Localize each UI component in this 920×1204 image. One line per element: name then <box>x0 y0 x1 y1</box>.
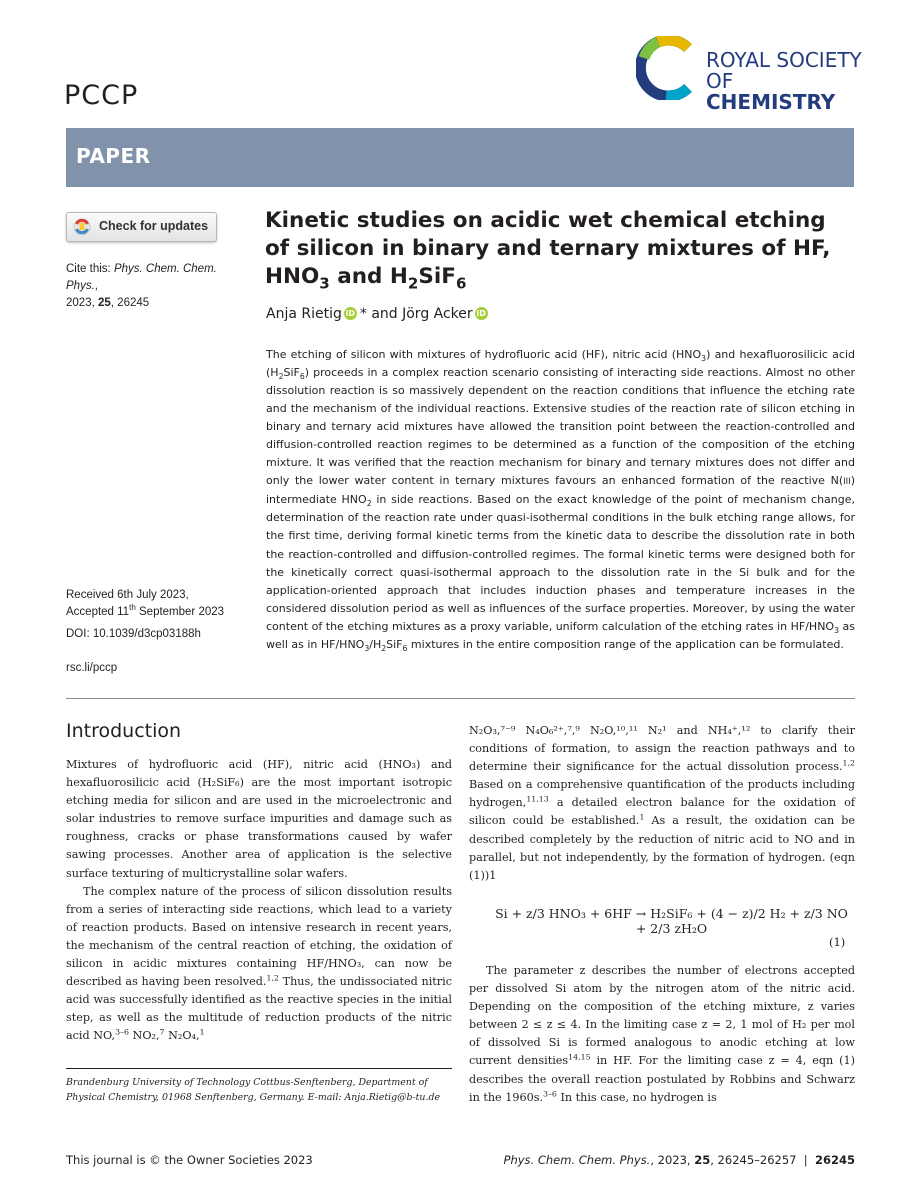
title-sub-2: 2 <box>407 274 419 293</box>
publisher-line-2-prefix: OF <box>706 69 734 93</box>
abstract-text: /H <box>369 637 382 651</box>
abstract-sub: 6 <box>402 643 408 653</box>
title-sub-3: 3 <box>319 274 330 293</box>
author-1[interactable]: Anja Rietig <box>266 306 342 322</box>
title-sub-6: 6 <box>455 274 467 293</box>
check-for-updates-button[interactable] <box>66 212 217 242</box>
accepted-suffix: September 2023 <box>135 606 225 618</box>
body-column-left <box>66 756 452 1046</box>
orcid-icon[interactable]: iD <box>345 309 356 318</box>
abstract-sub: 2 <box>278 372 284 382</box>
rsc-logo-icon <box>636 36 700 100</box>
citation-ref[interactable]: 11,13 <box>526 794 549 804</box>
footer-volume: 25 <box>694 1153 711 1167</box>
citation-ref[interactable]: 3–6 <box>115 1027 129 1037</box>
body-column-right <box>469 722 855 885</box>
title-and-h: and H <box>329 264 408 289</box>
publisher-line-1: ROYAL SOCIETY <box>706 48 862 72</box>
title-line-3 <box>265 263 855 291</box>
cite-volume: 25 <box>97 297 111 309</box>
check-for-updates-label: Check for updates <box>99 219 209 233</box>
footer-pages: , 26245–26257 <box>710 1153 797 1167</box>
doi-link[interactable]: DOI: 10.1039/d3cp03188h <box>66 628 201 640</box>
abstract-sub: 3 <box>364 643 370 653</box>
abstract <box>266 346 855 654</box>
footer-year: , 2023, <box>650 1153 695 1167</box>
title-hno: HNO <box>265 264 320 289</box>
accepted-prefix: Accepted 11 <box>66 606 130 618</box>
cite-journal: Phys. Chem. Chem. Phys. <box>66 263 217 292</box>
paragraph-text: The complex nature of the process of silicon dissolution results from a series of interacting side reactions, which lead to a variety of reaction products. Based on intensive research in recent years, the mechanism of the central reaction of etching, the oxidation of silicon in acidic mixtures containing HF/HNO₃, can now be described as having been resolved. <box>66 884 452 989</box>
citation-ref[interactable]: 1 <box>639 812 645 822</box>
orcid-icon[interactable]: iD <box>476 309 486 318</box>
journal-short-link[interactable]: rsc.li/pccp <box>66 662 118 674</box>
abstract-text: The etching of silicon with mixtures of hydrofluoric acid (HF), nitric acid (HNO <box>266 348 702 361</box>
affiliation-footnote: Brandenburg University of Technology Cottbus-Senftenberg, Department of Physical Chemistry, 01968 Senftenberg, Germany. E-mail: Anja.Rietig@b-tu.de <box>66 1077 440 1103</box>
cite-journal-comma: , <box>94 280 98 292</box>
footer-page-number: 26245 <box>814 1153 855 1167</box>
footer-copyright: This journal is © the Owner Societies 2023 <box>66 1153 313 1167</box>
citation-ref[interactable]: 1 <box>199 1027 205 1037</box>
footer-separator: | <box>796 1153 815 1167</box>
author-2[interactable]: and Jörg Acker <box>366 306 473 322</box>
citation-ref[interactable]: 14,15 <box>568 1052 591 1062</box>
paragraph-text: The parameter z describes the number of electrons accepted per dissolved Si atom by the nitrogen atom of the nitric acid. Depending on the composition of the etching mixture, z varies between 2 ≤ z ≤ 4. In the limiting case z = 2, 1 mol of H₂ per mol of dissolved Si is formed analogous to anodic etching at low current densities <box>469 964 855 1068</box>
footnote-rule <box>66 1068 452 1069</box>
publisher-logo[interactable] <box>636 36 866 114</box>
title-line-2: of silicon in binary and ternary mixtures of HF, <box>265 236 831 261</box>
publisher-line-2 <box>706 71 866 113</box>
abstract-text: ) intermediate HNO <box>266 474 855 507</box>
abstract-sub: 6 <box>299 372 305 382</box>
paragraph-text: Based on a comprehensive quantification of the products including hydrogen, <box>469 778 855 810</box>
author-list <box>266 306 491 322</box>
paragraph-text: As a result, the oxidation can be described completely by the reduction of nitric acid to NO and in parallel, but not independently, by the formation of hydrogen. (eqn (1))1 <box>469 814 855 882</box>
title-sif: SiF <box>418 264 456 289</box>
paragraph-text: In this case, no hydrogen is <box>556 1090 717 1104</box>
paragraph-text: Thus, the undissociated nitric acid was successfully identified as the reactive species in the initial step, as well as the multitude of reduction products of the nitric acid NO, <box>66 975 452 1043</box>
publisher-name <box>706 50 866 113</box>
abstract-text: ) proceeds in a complex reaction scenario consisting of interacting side reactions. Almost no other dissolution reaction is so massively dependent on the reaction conditions that influence the etching rate and the mechanism of the individual reactions. Extensive studies of the reaction rate of silicon etching in binary and ternary acid mixtures have allowed the transition point between the reaction-controlled and diffusion-controlled reaction regimes to be determined as a function of the composition of the etching mixture. It was verified that the reaction mechanism for binary and ternary mixtures does not differ and only the lower water content in ternary mixtures favours an enhanced formation of the reactive N( <box>266 366 855 488</box>
abstract-text: SiF <box>386 637 403 651</box>
corresponding-author-mark: * <box>359 306 367 322</box>
section-divider <box>66 698 855 699</box>
accepted-sup: th <box>129 603 136 613</box>
received-date: Received 6th July 2023, <box>66 589 189 601</box>
cite-page: , 26245 <box>110 297 150 309</box>
abstract-sub: 2 <box>381 643 387 653</box>
footer-journal: Phys. Chem. Chem. Phys. <box>503 1153 651 1167</box>
article-type-label: PAPER <box>76 144 151 168</box>
paragraph-text: NO₂, <box>128 1029 160 1043</box>
accepted-date <box>66 604 256 621</box>
article-type-banner <box>66 128 854 187</box>
abstract-sub: 3 <box>834 625 840 635</box>
section-heading-introduction: Introduction <box>66 720 182 742</box>
body-column-right-continued <box>469 962 855 1107</box>
crossmark-icon <box>73 218 91 236</box>
right-paragraph-2 <box>469 962 855 1107</box>
citation-ref[interactable]: 3–6 <box>543 1088 557 1098</box>
paragraph-text: a detailed electron balance for the oxidation of silicon could be established. <box>469 796 855 828</box>
right-paragraph-1 <box>469 722 855 885</box>
publisher-line-2-bold: CHEMISTRY <box>706 90 836 114</box>
paragraph-text: N₂O₃,⁷⁻⁹ N₄O₆²⁺,⁷,⁹ N₂O,¹⁰,¹¹ N₂¹ and NH₄⁺,¹² to clarify their conditions of formation, to assign the reaction pathways and to determine their significance for the actual dissolution process. <box>469 724 855 774</box>
equation-1: Si + z/3 HNO₃ + 6HF → H₂SiF₆ + (4 − z)/2 H₂ + z/3 NO + 2/3 zH₂O <box>495 906 848 936</box>
abstract-text: ) and hexafluorosilicic acid (H <box>266 348 856 380</box>
journal-name: PCCP <box>64 80 139 111</box>
citation-ref[interactable]: 1,2 <box>842 758 855 768</box>
footer-citation <box>504 1153 855 1167</box>
equation-number: (1) <box>829 935 846 949</box>
abstract-text: mixtures in the entire composition range of the application can be formulated. <box>407 637 844 651</box>
cite-year: 2023, <box>66 297 95 309</box>
abstract-smallcaps: III <box>843 477 851 488</box>
abstract-text: SiF <box>283 366 300 380</box>
intro-paragraph-1: Mixtures of hydrofluoric acid (HF), nitric acid (HNO₃) and hexafluorosilicic acid (H₂SiF₆) are the most important isotropic etching media for silicon and are used in the microelectronic and solar industries to remove surface impurities and damage such as roughness, cracks or phase transformations caused by wafer sawing processes. Another area of application is the selective surface texturing of multicrystalline solar wafers. <box>66 758 452 880</box>
abstract-text: as well as in HF/HNO <box>266 619 856 651</box>
abstract-text: in side reactions. Based on the exact knowledge of the point of mechanism change, determination of the reaction rate under quasi-isothermal conditions in the bulk etching range allows, for the first time, deriving formal kinetic terms from the kinetic data to describe the dissolution rate in both the reaction-controlled and diffusion-controlled regimes. The formal kinetic terms were designed both for the kinetically correct quasi-isothermal approach to the dissolution rate in the Si bulk and for the application-oriented approach that includes induction phases and temperature increases in the considered dissolution period as well as influences of the surface properties. Moreover, by using the water content of the etching mixtures as a proxy variable, uniform calculation of the etching rates in HF/HNO <box>266 493 855 633</box>
citation-ref[interactable]: 7 <box>159 1027 165 1037</box>
abstract-sub: 2 <box>366 499 372 509</box>
cite-prefix: Cite this: <box>66 263 111 275</box>
citation-ref[interactable]: 1,2 <box>266 973 279 983</box>
article-title <box>265 207 855 291</box>
title-line-1: Kinetic studies on acidic wet chemical etching <box>265 208 826 233</box>
paragraph-text: N₂O₄, <box>164 1029 200 1043</box>
paragraph-text: in HF. For the limiting case z = 4, eqn (1) describes the overall reaction postulated by Robbins and Schwarz in the 1960s. <box>469 1054 855 1104</box>
citation-info <box>66 261 246 312</box>
abstract-sub: 3 <box>701 354 707 364</box>
intro-paragraph-2 <box>66 883 452 1046</box>
received-accepted-dates <box>66 587 256 621</box>
